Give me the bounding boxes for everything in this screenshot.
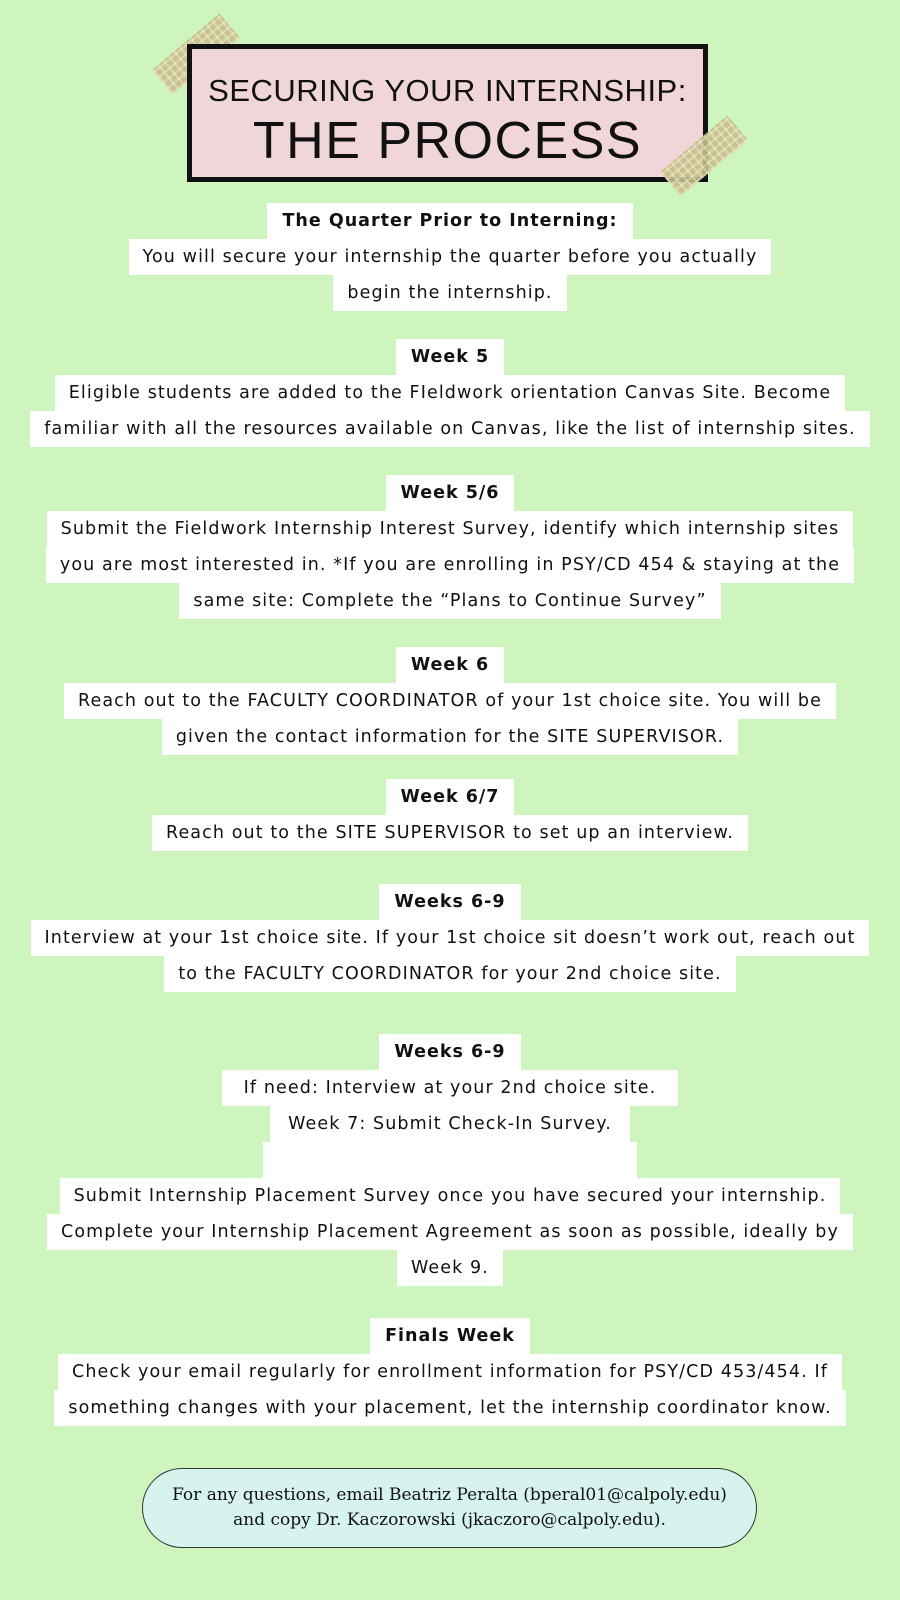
section-heading: Week 6	[396, 647, 504, 683]
section-weeks-6-9-second	[0, 1034, 900, 1286]
contact-line-1: For any questions, email Beatriz Peralta (bperal01@calpoly.edu)	[172, 1485, 727, 1505]
section-text-line: Week 7: Submit Check-In Survey.	[270, 1106, 630, 1142]
section-week-5-6	[0, 475, 900, 619]
section-spacer	[263, 1142, 637, 1178]
section-text-line: begin the internship.	[333, 275, 566, 311]
section-text-line: familiar with all the resources available on Canvas, like the list of internship sites.	[30, 411, 869, 447]
section-text-line: If need: Interview at your 2nd choice site.	[222, 1070, 679, 1106]
section-finals-week	[0, 1318, 900, 1426]
section-text-line: given the contact information for the SITE SUPERVISOR.	[162, 719, 738, 755]
section-text-line: Reach out to the SITE SUPERVISOR to set up an interview.	[152, 815, 748, 851]
section-week-5	[0, 339, 900, 447]
section-quarter-prior	[0, 203, 900, 311]
title-box	[187, 44, 708, 182]
section-heading: Weeks 6-9	[379, 1034, 520, 1070]
section-heading: Week 5/6	[386, 475, 515, 511]
section-text-line: Reach out to the FACULTY COORDINATOR of your 1st choice site. You will be	[64, 683, 836, 719]
section-text-line: to the FACULTY COORDINATOR for your 2nd choice site.	[164, 956, 735, 992]
section-text-line: Submit the Fieldwork Internship Interest Survey, identify which internship sites	[47, 511, 854, 547]
section-heading: Week 6/7	[386, 779, 515, 815]
section-text-line: same site: Complete the “Plans to Continue Survey”	[179, 583, 720, 619]
section-text-line: Check your email regularly for enrollment information for PSY/CD 453/454. If	[58, 1354, 842, 1390]
section-text-line: you are most interested in. *If you are enrolling in PSY/CD 454 & staying at the	[46, 547, 854, 583]
section-week-6	[0, 647, 900, 755]
section-heading: Weeks 6-9	[379, 884, 520, 920]
section-text-line: Complete your Internship Placement Agreement as soon as possible, ideally by	[47, 1214, 853, 1250]
section-heading: Week 5	[396, 339, 504, 375]
section-text-line: Week 9.	[397, 1250, 503, 1286]
title-line-2: THE PROCESS	[252, 112, 643, 170]
section-text-line: You will secure your internship the quarter before you actually	[129, 239, 772, 275]
section-text-line: Submit Internship Placement Survey once you have secured your internship.	[60, 1178, 841, 1214]
section-text-line: Interview at your 1st choice site. If your 1st choice sit doesn’t work out, reach out	[31, 920, 870, 956]
title-line-1: SECURING YOUR INTERNSHIP:	[208, 73, 687, 108]
section-heading: Finals Week	[370, 1318, 530, 1354]
section-week-6-7	[0, 779, 900, 851]
section-text-line: Eligible students are added to the FIeldwork orientation Canvas Site. Become	[55, 375, 846, 411]
section-heading: The Quarter Prior to Interning:	[267, 203, 632, 239]
contact-info-box	[142, 1468, 757, 1548]
section-weeks-6-9	[0, 884, 900, 992]
contact-line-2: and copy Dr. Kaczorowski (jkaczoro@calpoly.edu).	[233, 1510, 666, 1530]
section-text-line: something changes with your placement, let the internship coordinator know.	[54, 1390, 845, 1426]
